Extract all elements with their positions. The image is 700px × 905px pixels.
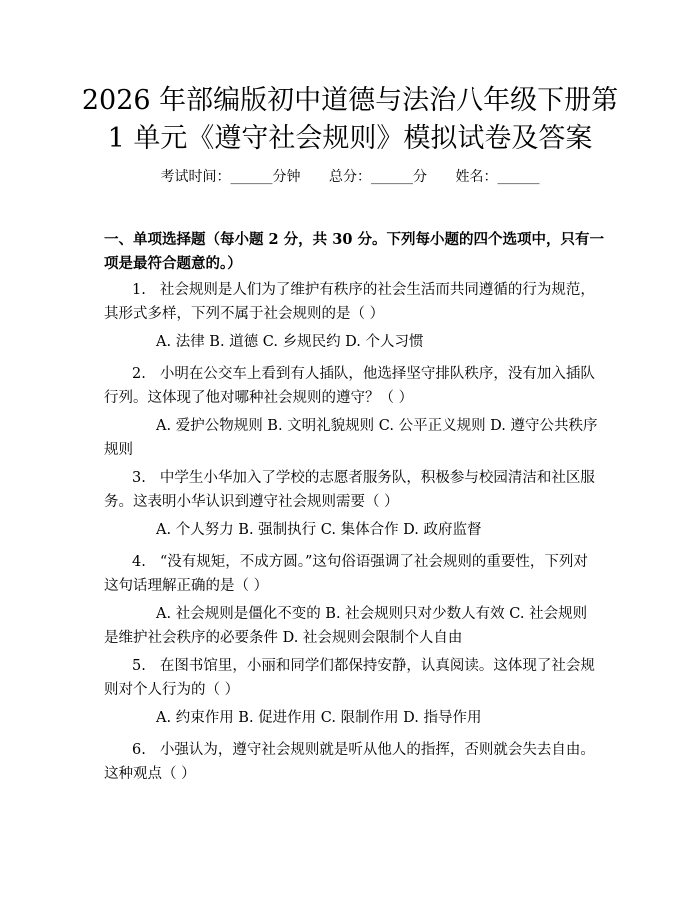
question-6 xyxy=(104,738,600,786)
question-number: 2. xyxy=(132,366,146,382)
exam-info xyxy=(0,167,700,187)
question-1-options: A. 法律 B. 道德 C. 乡规民约 D. 个人习惯 xyxy=(156,334,424,350)
question-text: 小明在公交车上看到有人插队，他选择坚守排队秩序，没有加入插队行列。这体现了他对哪种社会规则的遵守？（ ） xyxy=(104,366,595,406)
question-text: 中学生小华加入了学校的志愿者服务队，积极参与校园清洁和社区服务。这表明小华认识到遵守社会规则需要（ ） xyxy=(104,470,595,510)
question-number: 1. xyxy=(132,282,146,298)
question-text: 社会规则是人们为了维护有秩序的社会生活而共同遵循的行为规范，其形式多样，下列不属于社会规则的是（ ） xyxy=(104,282,595,322)
title-line-1: 2026 年部编版初中道德与法治八年级下册第 xyxy=(81,85,619,116)
question-5-options: A. 约束作用 B. 促进作用 C. 限制作用 D. 指导作用 xyxy=(156,710,482,726)
question-text: “没有规矩，不成方圆。”这句俗语强调了社会规则的重要性，下列对这句话理解正确的是（ ） xyxy=(104,554,588,594)
question-2 xyxy=(104,362,600,410)
question-text: 在图书馆里，小丽和同学们都保持安静，认真阅读。这体现了社会规则对个人行为的（ ） xyxy=(104,658,595,698)
question-1 xyxy=(104,278,600,326)
question-3-options: A. 个人努力 B. 强制执行 C. 集体合作 D. 政府监督 xyxy=(156,522,482,538)
question-number: 5. xyxy=(132,658,146,674)
exam-time: 考试时间：______分钟 xyxy=(160,169,301,185)
question-number: 6. xyxy=(132,742,146,758)
title-line-2: 1 单元《遵守社会规则》模拟试卷及答案 xyxy=(107,123,593,154)
question-text: 小强认为，遵守社会规则就是听从他人的指挥，否则就会失去自由。这种观点（ ） xyxy=(104,742,595,782)
document-title xyxy=(0,82,700,158)
question-4-options: A. 社会规则是僵化不变的 B. 社会规则只对少数人有效 C. 社会规则是维护社会秩序的必要条件 D. 社会规则会限制个人自由 xyxy=(104,606,588,646)
question-number: 4. xyxy=(132,554,146,570)
question-number: 3. xyxy=(132,470,146,486)
section-heading: 一、单项选择题（每小题 2 分，共 30 分。下列每小题的四个选项中，只有一项是最符合题意的。） xyxy=(104,231,604,272)
question-4 xyxy=(104,550,600,598)
total-score: 总分：______分 xyxy=(329,169,427,185)
question-5 xyxy=(104,654,600,702)
question-3 xyxy=(104,466,600,514)
question-2-options: A. 爱护公物规则 B. 文明礼貌规则 C. 公平正义规则 D. 遵守公共秩序规则 xyxy=(104,418,598,458)
student-name: 姓名：______ xyxy=(455,169,540,185)
